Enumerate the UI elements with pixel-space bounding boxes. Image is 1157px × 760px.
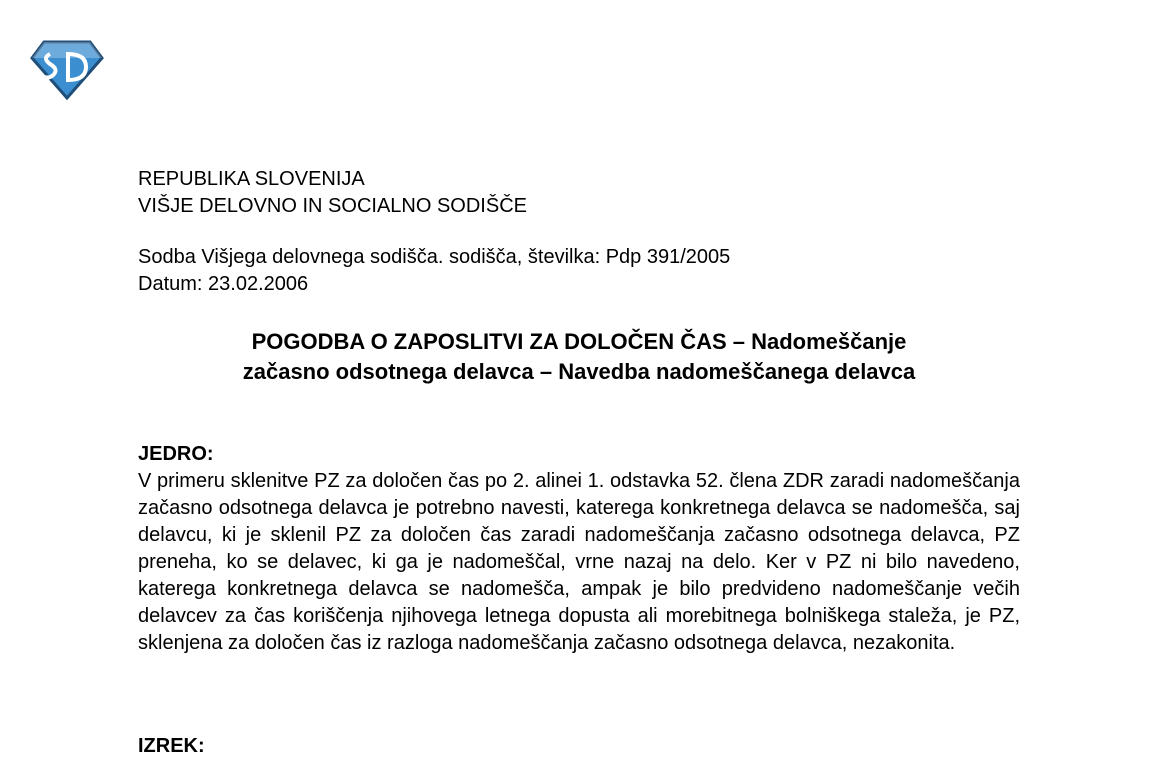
case-number: Sodba Višjega delovnega sodišča. sodišča, številka: Pdp 391/2005 <box>138 246 731 268</box>
header-country: REPUBLIKA SLOVENIJA <box>138 168 365 190</box>
jedro-text: V primeru sklenitve PZ za določen čas po 2. alinei 1. odstavka 52. člena ZDR zaradi nadomeščanja začasno odsotnega delavca je potrebno navesti, katerega konkretnega delavca se nadomešča, saj delavcu, ki je sklenil PZ za določen čas zaradi nadomeščanja začasno odsotnega delavca, PZ preneha, ko se delavec, ki ga je nadomeščal, vrne nazaj na delo. Ker v PZ ni bilo navedeno, katerega konkretnega delavca se nadomešča, ampak je bilo predvideno nadomeščanje večih delavcev za čas koriščenja njihovega letnega dopusta ali morebitnega bolniškega staleža, je PZ, sklenjena za določen čas iz razloga nadomeščanja začasno odsotnega delavca, nezakonita. <box>138 470 1020 654</box>
title-line-1: POGODBA O ZAPOSLITVI ZA DOLOČEN ČAS – Nadomeščanje <box>251 329 907 354</box>
court-diamond-logo-icon <box>30 40 104 100</box>
izrek-label: IZREK: <box>138 735 205 757</box>
case-date: Datum: 23.02.2006 <box>138 273 309 295</box>
document-title <box>138 327 1020 387</box>
court-header <box>138 166 527 220</box>
case-reference <box>138 244 730 298</box>
title-line-2: začasno odsotnega delavca – Navedba nadomeščanega delavca <box>242 359 916 384</box>
court-logo <box>30 40 104 100</box>
jedro-label: JEDRO: <box>138 443 214 465</box>
header-court-name: VIŠJE DELOVNO IN SOCIALNO SODIŠČE <box>138 195 527 217</box>
